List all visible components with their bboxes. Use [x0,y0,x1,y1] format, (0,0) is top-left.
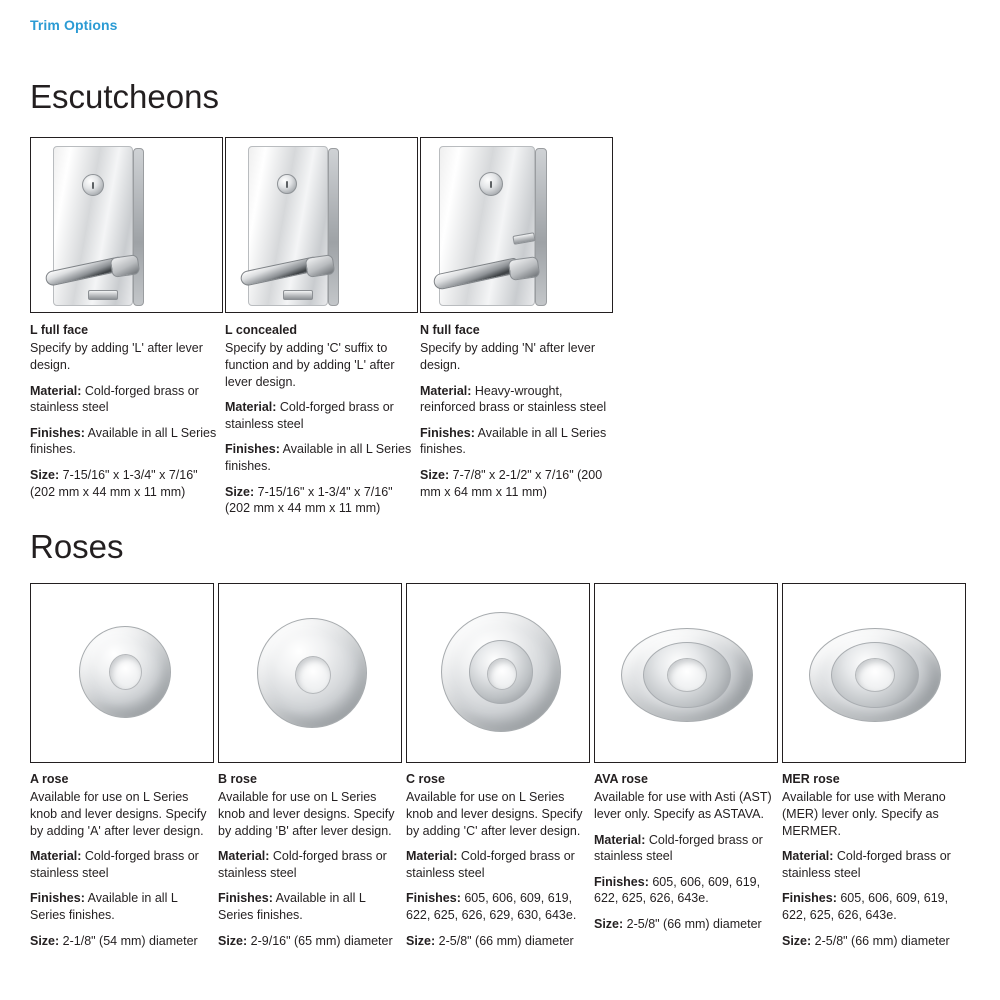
rose-ava-image [594,583,778,763]
item-name: N full face [420,323,480,337]
rose-card-mer [782,583,968,958]
item-name: A rose [30,772,69,786]
escutcheon-n-full-face-caption [420,313,608,500]
item-spec-line: Material: Cold-forged brass or stainless steel [406,849,575,880]
item-spec-line: Size: 7-7/8" x 2-1/2" x 7/16" (200 mm x 64 mm x 11 mm) [420,468,603,499]
page-kicker: Trim Options [30,17,118,33]
item-spec-line: Material: Heavy-wrought, reinforced brass or stainless steel [420,383,607,415]
item-spec-line: Size: 2-1/8" (54 mm) diameter [30,933,198,948]
roses-row [30,583,970,958]
escutcheons-row [30,137,970,526]
section-title-roses: Roses [30,528,124,565]
item-spec-line: Material: Cold-forged brass or stainless steel [225,400,394,431]
rose-card-b [218,583,404,958]
escutcheon-card-l-concealed [225,137,418,526]
item-spec-line: Material: Cold-forged brass or stainless steel [30,383,199,415]
rose-card-c [406,583,592,958]
item-spec-line: Finishes: Available in all L Series finishes. [30,425,217,457]
item-spec-line: Size: 7-15/16" x 1-3/4" x 7/16" (202 mm x 44 mm x 11 mm) [225,484,393,516]
rose-mer-caption [782,763,966,949]
item-name: MER rose [782,772,840,786]
rose-b-image [218,583,402,763]
item-spec-line: Finishes: Available in all L Series finishes. [30,891,178,922]
escutcheon-card-n-full-face [420,137,613,526]
item-name: AVA rose [594,772,648,786]
item-spec-line: Material: Cold-forged brass or stainless steel [782,849,951,880]
escutcheon-l-concealed-caption [225,313,413,517]
item-spec-line: Specify by adding 'C' suffix to function and by adding 'L' after lever design. [225,341,395,389]
cylinder-icon [479,172,503,196]
item-spec-line: Finishes: Available in all L Series finishes. [225,442,412,473]
item-spec-line: Available for use on L Series knob and lever designs. Specify by adding 'A' after lever design. [30,790,207,838]
item-spec-line: Material: Cold-forged brass or stainless steel [218,849,387,880]
item-spec-line: Size: 2-9/16" (65 mm) diameter [218,933,393,948]
item-spec-line: Material: Cold-forged brass or stainless steel [594,832,763,864]
item-spec-line: Material: Cold-forged brass or stainless steel [30,849,199,880]
item-name: C rose [406,772,445,786]
escutcheon-l-full-face-caption [30,313,218,500]
item-spec-line: Size: 7-15/16" x 1-3/4" x 7/16" (202 mm x 44 mm x 11 mm) [30,468,198,499]
item-spec-line: Available for use with Merano (MER) lever only. Specify as MERMER. [782,790,946,838]
rose-card-a [30,583,216,958]
item-name: B rose [218,772,257,786]
rose-c-image [406,583,590,763]
escutcheon-l-concealed-image [225,137,418,313]
escutcheon-n-full-face-image [420,137,613,313]
item-spec-line: Available for use with Asti (AST) lever only. Specify as ASTAVA. [594,790,772,821]
item-spec-line: Finishes: Available in all L Series finishes. [420,425,607,457]
item-spec-line: Specify by adding 'L' after lever design. [30,341,203,372]
rose-ava-caption [594,763,778,933]
item-spec-line: Size: 2-5/8" (66 mm) diameter [782,933,950,948]
rose-b-caption [218,763,402,949]
item-spec-line: Available for use on L Series knob and lever designs. Specify by adding 'C' after lever design. [406,790,583,838]
item-spec-line: Size: 2-5/8" (66 mm) diameter [594,917,762,931]
item-spec-line: Available for use on L Series knob and lever designs. Specify by adding 'B' after lever design. [218,790,395,838]
rose-card-ava [594,583,780,958]
escutcheon-l-full-face-image [30,137,223,313]
item-spec-line: Specify by adding 'N' after lever design. [420,341,595,372]
rose-mer-image [782,583,966,763]
item-spec-line: Finishes: 605, 606, 609, 619, 622, 625, 626, 643e. [782,891,949,922]
item-name: L concealed [225,323,298,337]
item-spec-line: Finishes: 605, 606, 609, 619, 622, 625, 626, 629, 630, 643e. [406,891,577,922]
cylinder-icon [277,174,297,194]
rose-c-caption [406,763,590,949]
item-spec-line: Finishes: Available in all L Series finishes. [218,891,366,922]
item-spec-line: Finishes: 605, 606, 609, 619, 622, 625, 626, 643e. [594,874,761,906]
rose-a-caption [30,763,214,949]
item-spec-line: Size: 2-5/8" (66 mm) diameter [406,933,574,948]
cylinder-icon [82,174,104,196]
rose-a-image [30,583,214,763]
section-title-escutcheons: Escutcheons [30,78,219,115]
item-name: L full face [30,323,89,337]
escutcheon-card-l-full-face [30,137,223,526]
